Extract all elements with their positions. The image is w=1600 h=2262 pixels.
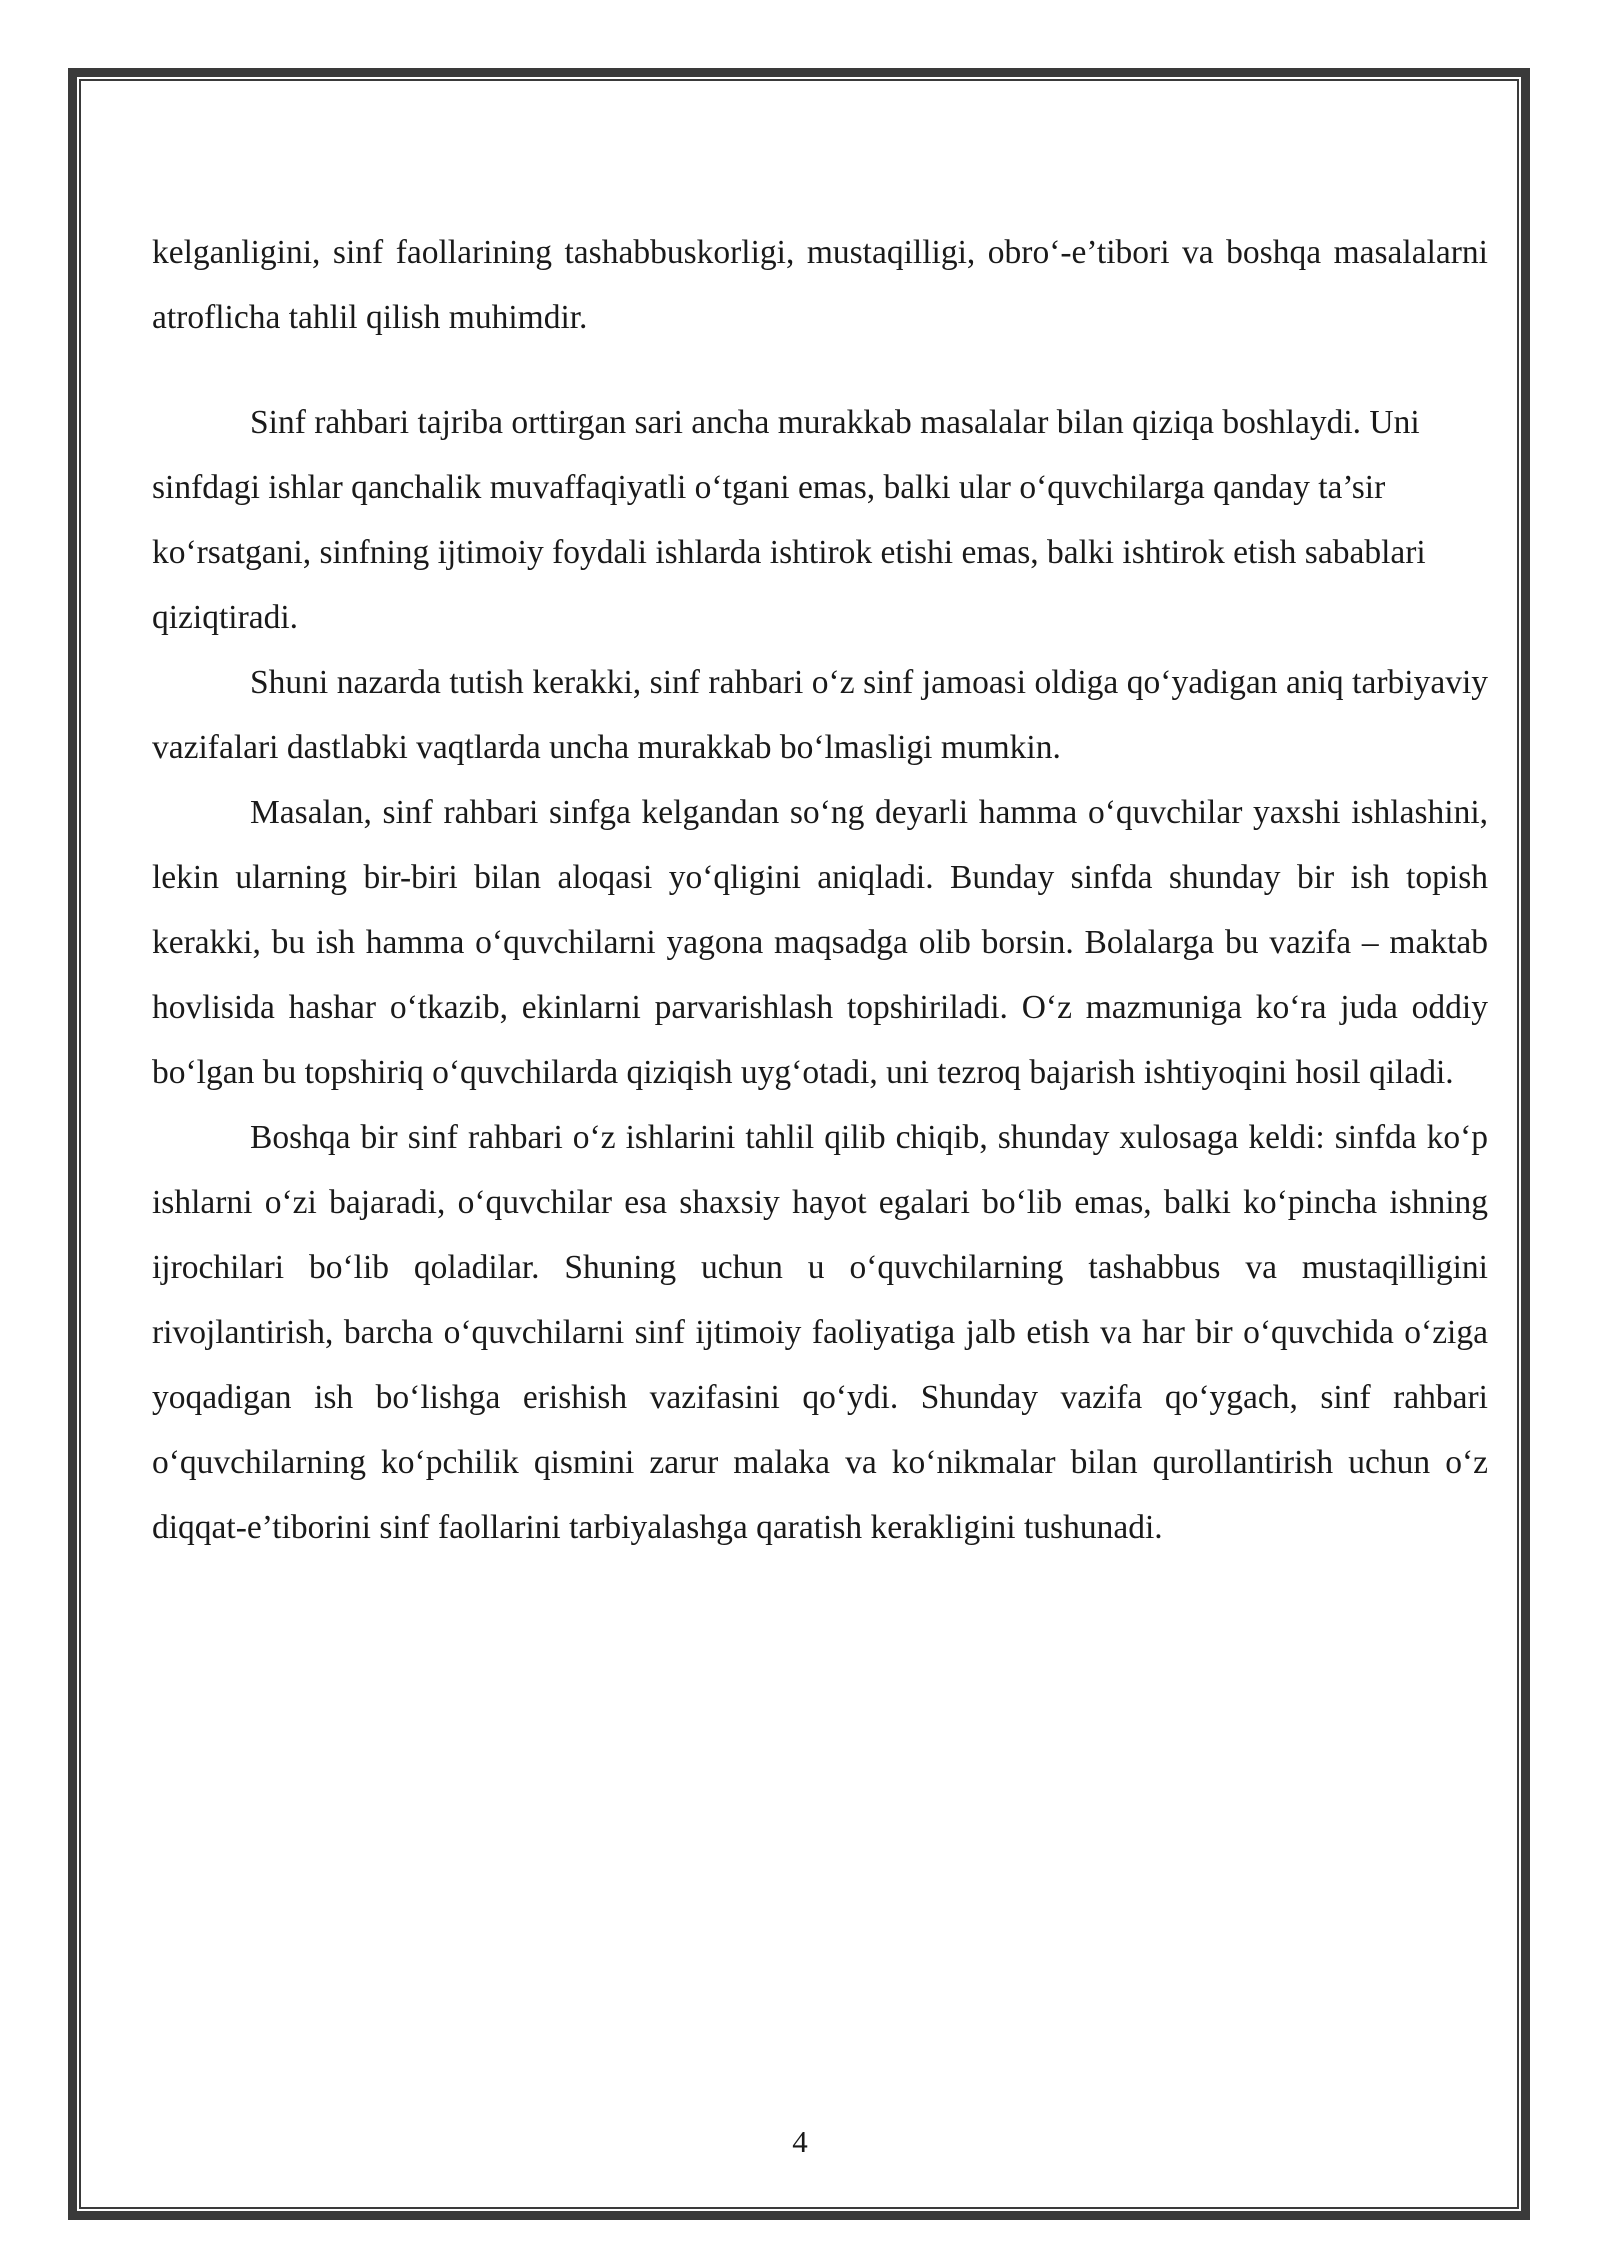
page-number: 4 xyxy=(792,2124,808,2159)
paragraph-example: Masalan, sinf rahbari sinfga kelgandan so‘ng deyarli hamma o‘quvchilar yaxshi ishlashini, lekin ularning bir-biri bilan aloqasi yo‘qligini aniqladi. Bunday sinfda shunday bir ish topish kerakki, bu ish hamma o‘quvchilarni yagona maqsadga olib borsin. Bolalarga bu vazifa – maktab hovlisida hashar o‘tkazib, ekinlarni parvarishlash topshiriladi. O‘z mazmuniga ko‘ra juda oddiy bo‘lgan bu topshiriq o‘quvchilarda qiziqish uyg‘otadi, uni tezroq bajarish ishtiyoqini hosil qiladi. xyxy=(152,794,1488,1091)
paragraph-tasks: Shuni nazarda tutish kerakki, sinf rahbari o‘z sinf jamoasi oldiga qo‘yadigan aniq tarbiyaviy vazifalari dastlabki vaqtlarda uncha murakkab bo‘lmasligi mumkin. xyxy=(152,664,1488,766)
document-body xyxy=(152,220,1488,1560)
paragraph-another-teacher: Boshqa bir sinf rahbari o‘z ishlarini tahlil qilib chiqib, shunday xulosaga keldi: sinfda ko‘p ishlarni o‘zi bajaradi, o‘quvchilar esa shaxsiy hayot egalari bo‘lib emas, balki ko‘pincha ishning ijrochilari bo‘lib qoladilar. Shuning uchun u o‘quvchilarning tashabbus va mustaqilligini rivojlantirish, barcha o‘quvchilarni sinf ijtimoiy faoliyatiga jalb etish va har bir o‘quvchida o‘ziga yoqadigan ish bo‘lishga erishish vazifasini qo‘ydi. Shunday vazifa qo‘ygach, sinf rahbari o‘quvchilarning ko‘pchilik qismini zarur malaka va ko‘nikmalar bilan qurollantirish uchun o‘z diqqat-e’tiborini sinf faollarini tarbiyalashga qaratish kerakligini tushunadi. xyxy=(152,1119,1488,1546)
paragraph-experience: Sinf rahbari tajriba orttirgan sari ancha murakkab masalalar bilan qiziqa boshlaydi. Uni sinfdagi ishlar qanchalik muvaffaqiyatli o‘tgani emas, balki ular o‘quvchilarga qanday ta’sir ko‘rsatgani, sinfning ijtimoiy foydali ishlarda ishtirok etishi emas, balki ishtirok etish sabablari qiziqtiradi. xyxy=(152,404,1426,636)
paragraph-continuation: kelganligini, sinf faollarining tashabbuskorligi, mustaqilligi, obro‘-e’tibori va boshqa masalalarni atroflicha tahlil qilish muhimdir. xyxy=(152,234,1488,336)
